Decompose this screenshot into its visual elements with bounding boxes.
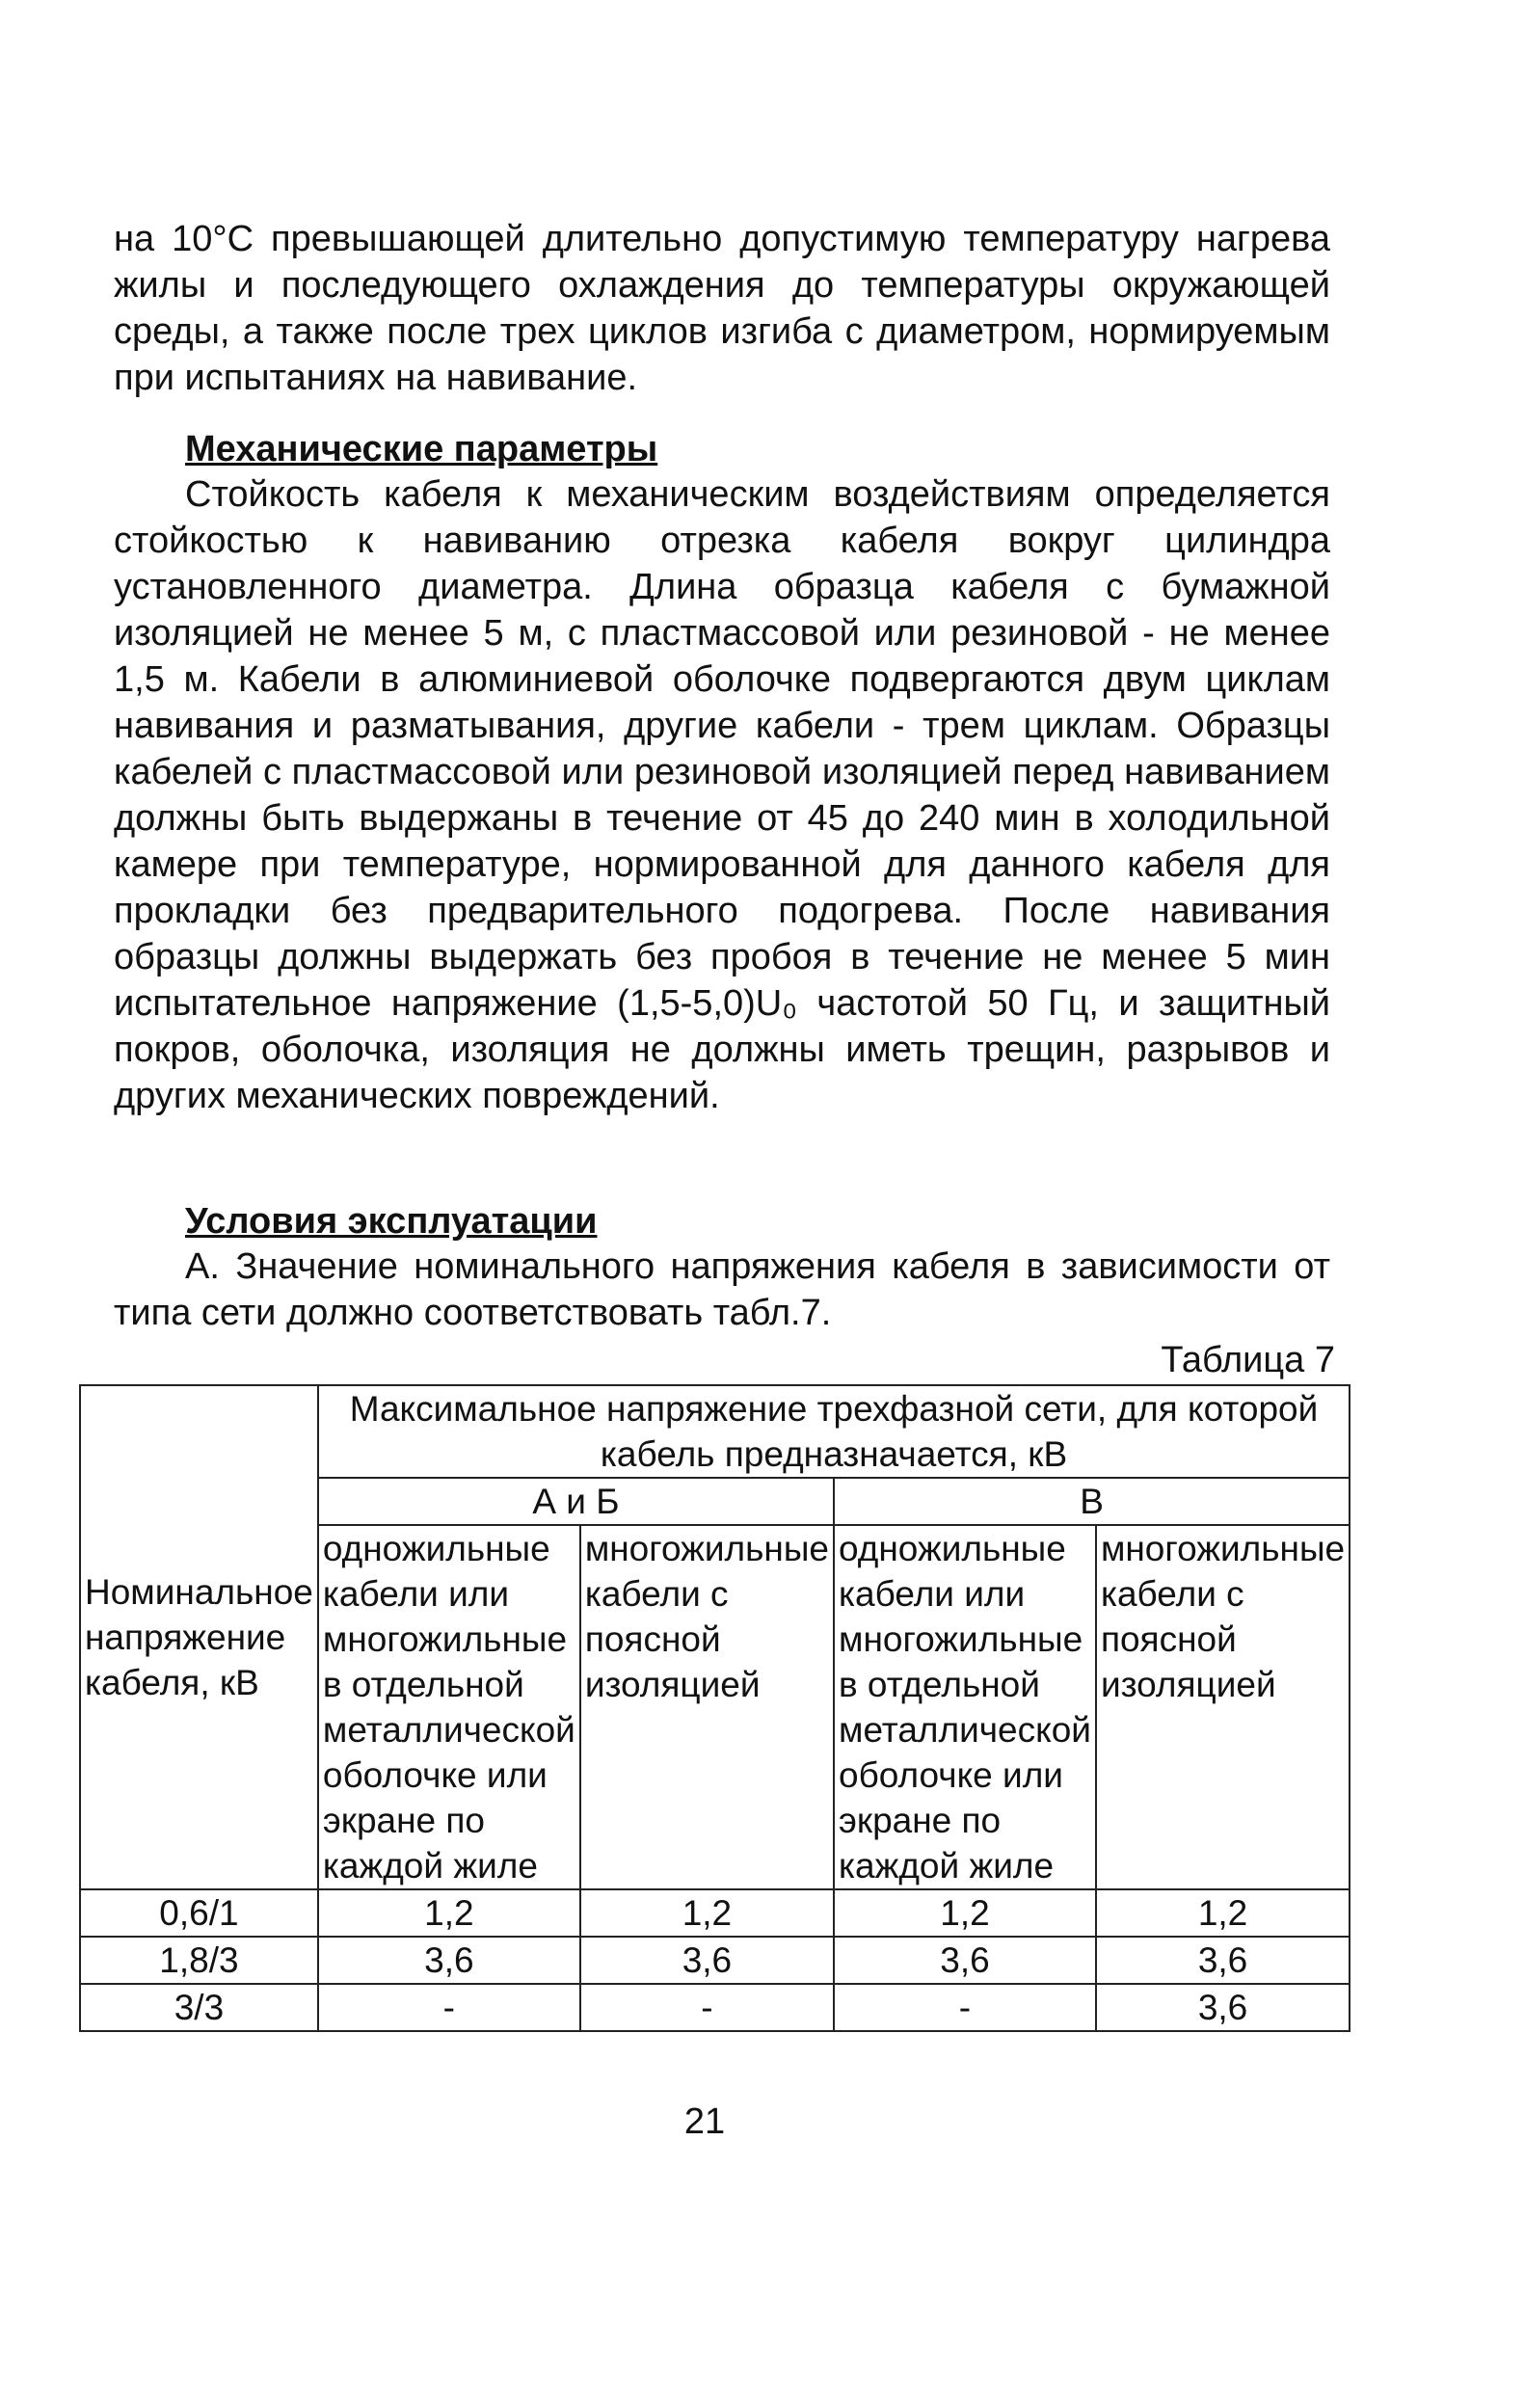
table-row — [80, 1889, 1350, 1937]
table-caption: Таблица 7 — [1161, 1340, 1335, 1380]
column-group-v: В — [834, 1478, 1350, 1525]
heading-operating-conditions: Условия эксплуатации — [185, 1201, 598, 1242]
table-cell: 1,2 — [1096, 1889, 1350, 1937]
table-cell: 3,6 — [580, 1937, 834, 1984]
voltage-table — [79, 1384, 1350, 2032]
table-cell: - — [834, 1984, 1096, 2031]
column-header-v-single-core: одножильные кабели или многожильные в отдельной металлической оболочке или экране по каждой жиле — [834, 1525, 1096, 1889]
column-header-nominal-voltage: Номинальное напряжение кабеля, кВ — [80, 1385, 318, 1889]
table-cell: 3,6 — [1096, 1937, 1350, 1984]
table-cell: 1,2 — [318, 1889, 580, 1937]
table-cell: 3,6 — [834, 1937, 1096, 1984]
table-cell: 1,2 — [834, 1889, 1096, 1937]
table-cell: - — [580, 1984, 834, 2031]
heading-mechanical-parameters: Механические параметры — [185, 429, 658, 469]
table-cell: 3/3 — [80, 1984, 318, 2031]
column-header-v-multi-core: многожильные кабели с поясной изоляцией — [1096, 1525, 1350, 1889]
table-row — [80, 1984, 1350, 2031]
page-number: 21 — [683, 2101, 726, 2142]
table-cell: 1,8/3 — [80, 1937, 318, 1984]
paragraph-intro: на 10°С превышающей длительно допустимую температуру нагрева жилы и последующего охлаждения до температуры окружающей среды, а также после трех циклов изгиба с диаметром, нормируемым при испытаниях на навивание. — [114, 219, 1330, 398]
column-header-ab-single-core: одножильные кабели или многожильные в отдельной металлической оболочке или экране по каждой жиле — [318, 1525, 580, 1889]
column-group-a-b: А и Б — [318, 1478, 834, 1525]
paragraph-conditions: А. Значение номинального напряжения кабеля в зависимости от типа сети должно соответствовать табл.7. — [114, 1246, 1330, 1333]
paragraph-mechanical: Стойкость кабеля к механическим воздействиям определяется стойкостью к навиванию отрезка кабеля вокруг цилиндра установленного диаметра. Длина образца кабеля с бумажной изоляцией не менее 5 м, с пластмассовой или резиновой - не менее 1,5 м. Кабели в алюминиевой оболочке подвергаются двум циклам навивания и разматывания, другие кабели - трем циклам. Образцы кабелей с пластмассовой или резиновой изоляцией перед навиванием должны быть выдержаны в течение от 45 до 240 мин в холодильной камере при температуре, нормированной для данного кабеля для прокладки без предварительного подогрева. После навивания образцы должны выдержать без пробоя в течение не менее 5 мин испытательное напряжение (1,5-5,0)U₀ частотой 50 Гц, и защитный покров, оболочка, изоляция не должны иметь трещин, разрывов и других механических повреждений. — [114, 474, 1330, 1116]
column-header-ab-multi-core: многожильные кабели с поясной изоляцией — [580, 1525, 834, 1889]
table-cell: - — [318, 1984, 580, 2031]
table-cell: 0,6/1 — [80, 1889, 318, 1937]
table-cell: 3,6 — [318, 1937, 580, 1984]
column-header-max-network-voltage: Максимальное напряжение трехфазной сети, для которой кабель предназначается, кВ — [318, 1385, 1350, 1478]
table-row — [80, 1937, 1350, 1984]
table-cell: 3,6 — [1096, 1984, 1350, 2031]
table-cell: 1,2 — [580, 1889, 834, 1937]
